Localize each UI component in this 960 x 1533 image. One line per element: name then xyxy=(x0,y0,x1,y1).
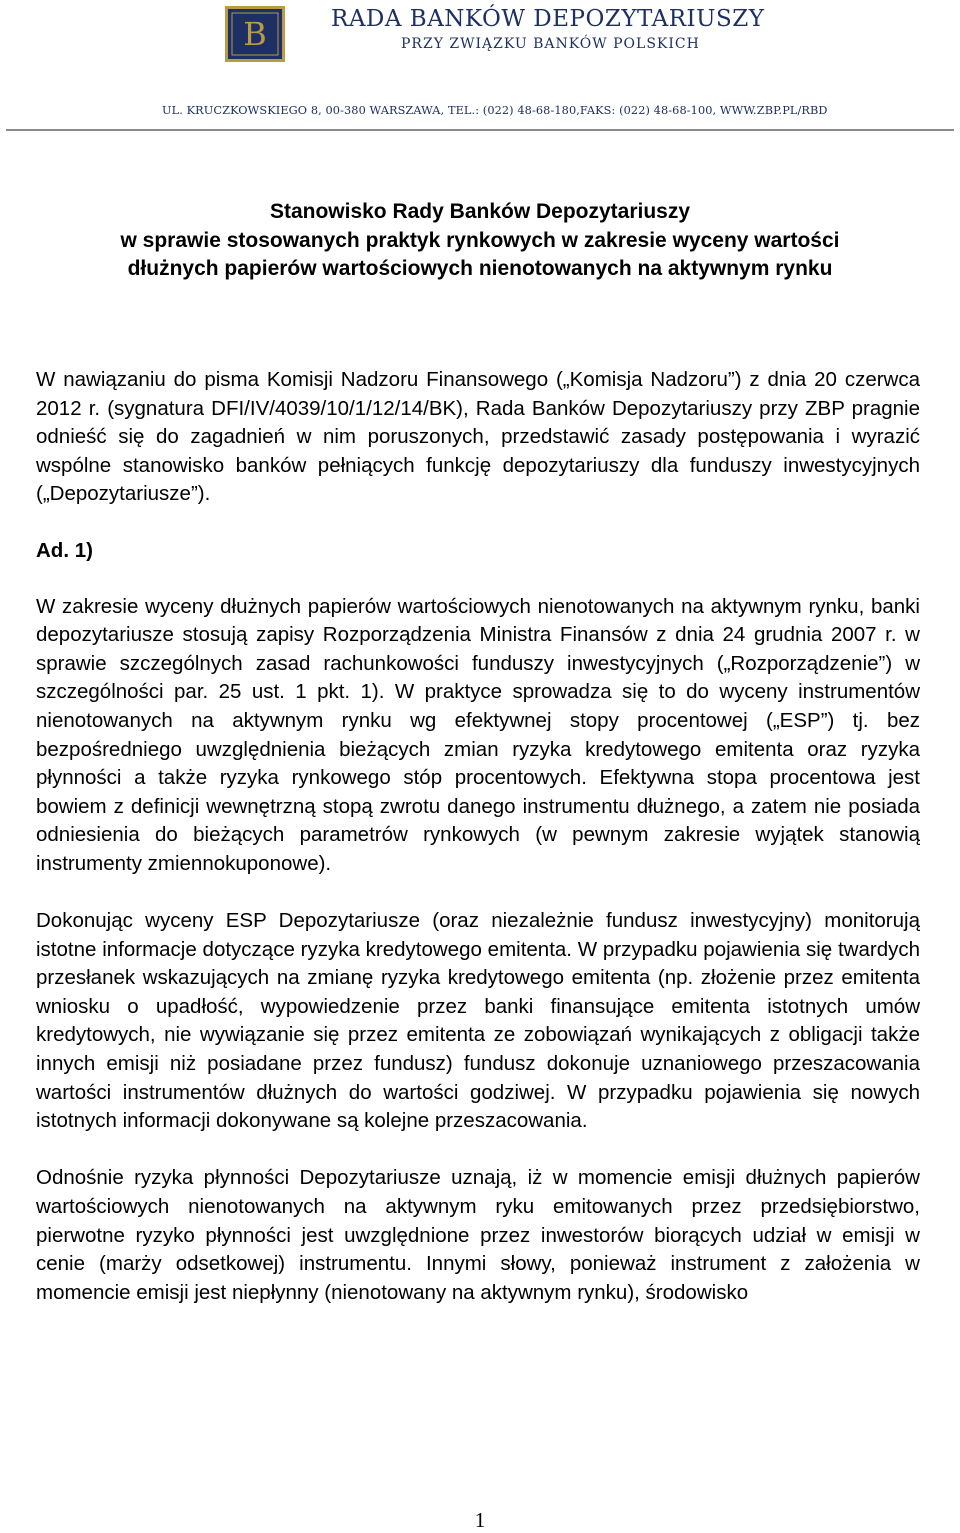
header-divider xyxy=(6,129,954,131)
organization-address: UL. KRUCZKOWSKIEGO 8, 00-380 WARSZAWA, TEL.: (022) 48-68-180,FAKS: (022) 48-68-100, WWW.ZBP.PL/RBD xyxy=(162,104,828,117)
paragraph-liquidity-risk: Odnośnie ryzyka płynności Depozytariusze uznają, iż w momencie emisji dłużnych papierów wartościowych nienotowanych na aktywnym ryku emitowanych przez przedsiębiorstwo, pierwotne ryzyko płynności jest uwzględnione przez inwestorów biorących udział w emisji w cenie (marży odsetkowej) instrumentu. Innymi słowy, ponieważ instrument z założenia w momencie emisji jest niepłynny (nienotowany na aktywnym rynku), środowisko xyxy=(36,1166,920,1304)
letterhead xyxy=(0,0,960,134)
title-line-2: w sprawie stosowanych praktyk rynkowych w zakresie wyceny wartości xyxy=(120,228,840,252)
paragraph-valuation: W zakresie wyceny dłużnych papierów wartościowych nienotowanych na aktywnym rynku, banki depozytariusze stosują zapisy Rozporządzenia Ministra Finansów z dnia 24 grudnia 2007 r. w sprawie szczególnych zasad rachunkowości funduszy inwestycyjnych („Rozporządzenie”) w szczególności par. 25 ust. 1 pkt. 1). W praktyce sprowadza się to do wyceny instrumentów nienotowanych na aktywnym rynku wg efektywnej stopy procentowej („ESP”) tj. bez bezpośredniego uwzględnienia bieżących zmian ryzyka kredytowego emitenta oraz ryzyka płynności a także ryzyka rynkowego stóp procentowych. Efektywna stopa procentowa jest bowiem z definicji wewnętrzną stopą zwrotu danego instrumentu dłużnego, a zatem nie posiada odniesienia do bieżących parametrów rynkowych (w pewnym zakresie wyjątek stanowią instrumenty zmiennokuponowe). xyxy=(36,594,920,875)
zbp-logo xyxy=(225,6,285,62)
page-number: 1 xyxy=(474,1508,486,1532)
intro-paragraph: W nawiązaniu do pisma Komisji Nadzoru Finansowego („Komisja Nadzoru”) z dnia 20 czerwca 2012 r. (sygnatura DFI/IV/4039/10/1/12/14/BK), Rada Banków Depozytariuszy przy ZBP pragnie odnieść się do zagadnień w nim poruszonych, przedstawić zasady postępowania i wyrazić wspólne stanowisko banków pełniących funkcję depozytariuszy dla funduszy inwestycyjnych („Depozytariusze”). xyxy=(36,368,920,506)
organization-name: RADA BANKÓW DEPOZYTARIUSZY xyxy=(331,6,765,32)
organization-subtitle: PRZY ZWIĄZKU BANKÓW POLSKICH xyxy=(401,36,700,52)
document-body xyxy=(36,366,920,1307)
title-line-1: Stanowisko Rady Banków Depozytariuszy xyxy=(269,200,691,223)
svg-text:B: B xyxy=(243,15,267,53)
paragraph-credit-risk: Dokonując wyceny ESP Depozytariusze (oraz niezależnie fundusz inwestycyjny) monitorują istotne informacje dotyczące ryzyka kredytowego emitenta. W przypadku pojawienia się twardych przesłanek wskazujących na zmianę ryzyka kredytowego emitenta (np. złożenie przez emitenta wniosku o upadłość, wypowiedzenie przez banki finansujące emitenta istotnych umów kredytowych, nie wywiązanie się przez emitenta ze zobowiązań wynikających z obligacji także innych emisji niż posiadane przez fundusz) fundusz dokonuje uznaniowego przeszacowania wartości instrumentów dłużnych do wartości godziwej. W przypadku pojawienia się nowych istotnych informacji dokonywane są kolejne przeszacowania. xyxy=(36,909,920,1133)
logo-emblem-icon xyxy=(228,9,282,59)
document-title xyxy=(0,198,960,284)
section-heading: Ad. 1) xyxy=(36,538,93,562)
title-line-3: dłużnych papierów wartościowych nienotowanych na aktywnym rynku xyxy=(127,257,833,280)
